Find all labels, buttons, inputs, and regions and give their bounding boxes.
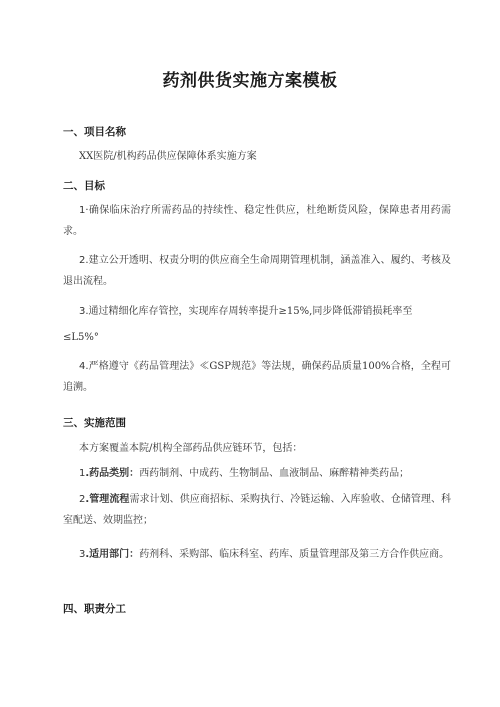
section-heading-scope: 三、实施范围 <box>63 417 126 429</box>
scope-item-1 <box>63 463 451 484</box>
scope-item-3 <box>63 544 451 565</box>
scope-label: .适用部门： <box>85 549 140 560</box>
project-name-text: XX医院/机构药品供应保障体系实施方案 <box>79 151 257 162</box>
scope-number: 1 <box>79 468 86 479</box>
section-heading-project-name: 一、项目名称 <box>63 126 126 138</box>
scope-label: .管理流程 <box>85 494 130 505</box>
scope-intro: 本方案覆盖本院/机构全部药品供应链环节，包括： <box>79 443 303 454</box>
goal-text: .建立公开透明、权责分明的供应商全生命周期管理机制，涵盖准入、履约、考核及退出流程。 <box>63 255 451 287</box>
scope-label: .药品类别： <box>85 468 140 479</box>
scope-text: 需求计划、供应商招标、采购执行、冷链运输、入库验收、仓储管理、科室配送、效期监控； <box>63 494 451 526</box>
document-title: 药剂供货实施方案模板 <box>162 71 338 91</box>
goal-number: 3 <box>79 306 86 317</box>
goal-item-4 <box>63 356 451 398</box>
scope-item-2 <box>63 489 451 531</box>
goal-number: 4 <box>79 361 86 372</box>
goal-text: ·确保临床治疗所需药品的持续性、稳定性供应，杜绝断货风险，保障患者用药需求。 <box>63 205 451 237</box>
goal-item-3-continuation: ≤L5%° <box>63 332 99 343</box>
goal-item-1 <box>63 200 451 242</box>
goal-text: .严格遵守《药品管理法》≪GSP规范》等法规，确保药品质量100%合格，全程可追溯。 <box>63 361 451 393</box>
scope-text: 药剂科、采购部、临床科室、药库、质量管理部及第三方合作供应商。 <box>139 549 450 560</box>
scope-number: 2 <box>79 494 86 505</box>
goal-number: 1 <box>79 205 86 216</box>
scope-number: 3 <box>79 549 86 560</box>
section-heading-goals: 二、目标 <box>63 180 105 192</box>
section-heading-responsibilities: 四、职责分工 <box>63 603 126 615</box>
goal-number: 2 <box>79 255 86 266</box>
goal-item-3 <box>63 301 451 322</box>
goal-text: .通过精细化库存管控，实现库存周转率提升≥15%,同步降低滞销损耗率至 <box>85 306 413 317</box>
goal-item-2 <box>63 250 451 292</box>
scope-text: 西药制剂、中成药、生物制品、血液制品、麻醉精神类药品； <box>139 468 410 479</box>
